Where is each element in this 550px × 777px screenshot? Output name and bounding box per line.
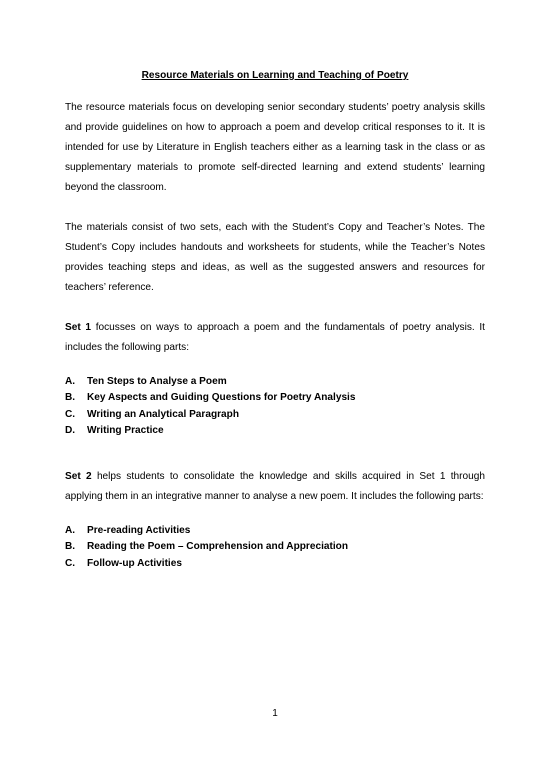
list-item-letter: A. <box>65 525 76 537</box>
set2-label: Set 2 <box>65 471 92 483</box>
set2-paragraph <box>65 467 485 507</box>
list-item-text: Key Aspects and Guiding Questions for Poetry Analysis <box>87 392 356 404</box>
list-item-text: Writing an Analytical Paragraph <box>87 408 240 420</box>
list-item-letter: A. <box>65 376 76 387</box>
set1-paragraph <box>65 318 485 358</box>
page-content <box>65 66 485 592</box>
list-item <box>65 374 485 390</box>
set2-parts-list <box>65 523 485 572</box>
list-item <box>65 423 485 439</box>
list-item <box>65 407 485 423</box>
list-item-text: Pre-reading Activities <box>87 525 191 537</box>
list-item-letter: C. <box>65 557 76 569</box>
list-item <box>65 539 485 555</box>
list-item-text: Follow-up Activities <box>87 557 182 569</box>
list-item <box>65 556 485 572</box>
list-item-letter: D. <box>65 424 76 436</box>
list-item-text: Ten Steps to Analyse a Poem <box>87 376 227 387</box>
intro-paragraph: The resource materials focus on developing senior secondary students’ poetry analysis skills and provide guidelines on how to approach a poem and develop critical responses to it. It is intended for use by Literature in English teachers either as a learning task in the class or as supplementary materials to promote self-directed learning and extend students’ learning beyond the classroom. <box>65 102 485 193</box>
page-number: 1 <box>272 708 278 719</box>
list-item-letter: B. <box>65 541 76 553</box>
list-item <box>65 390 485 406</box>
set2-description: helps students to consolidate the knowledge and skills acquired in Set 1 through applying them in an integrative manner to analyse a new poem. It includes the following parts: <box>65 471 485 503</box>
set1-parts-list <box>65 374 485 439</box>
materials-paragraph: The materials consist of two sets, each with the Student’s Copy and Teacher’s Notes. The Student’s Copy includes handouts and worksheets for students, while the Teacher’s Notes provides teaching steps and ideas, as well as the suggested answers and resources for teachers’ reference. <box>65 222 485 293</box>
list-item-letter: B. <box>65 392 76 404</box>
set1-description: focusses on ways to approach a poem and the fundamentals of poetry analysis. It includes the following parts: <box>65 322 485 353</box>
document-title: Resource Materials on Learning and Teaching of Poetry <box>141 70 409 81</box>
list-item <box>65 523 485 539</box>
list-item-text: Reading the Poem – Comprehension and Appreciation <box>87 541 348 553</box>
set1-label: Set 1 <box>65 322 92 333</box>
list-item-text: Writing Practice <box>87 424 164 436</box>
list-item-letter: C. <box>65 408 76 420</box>
